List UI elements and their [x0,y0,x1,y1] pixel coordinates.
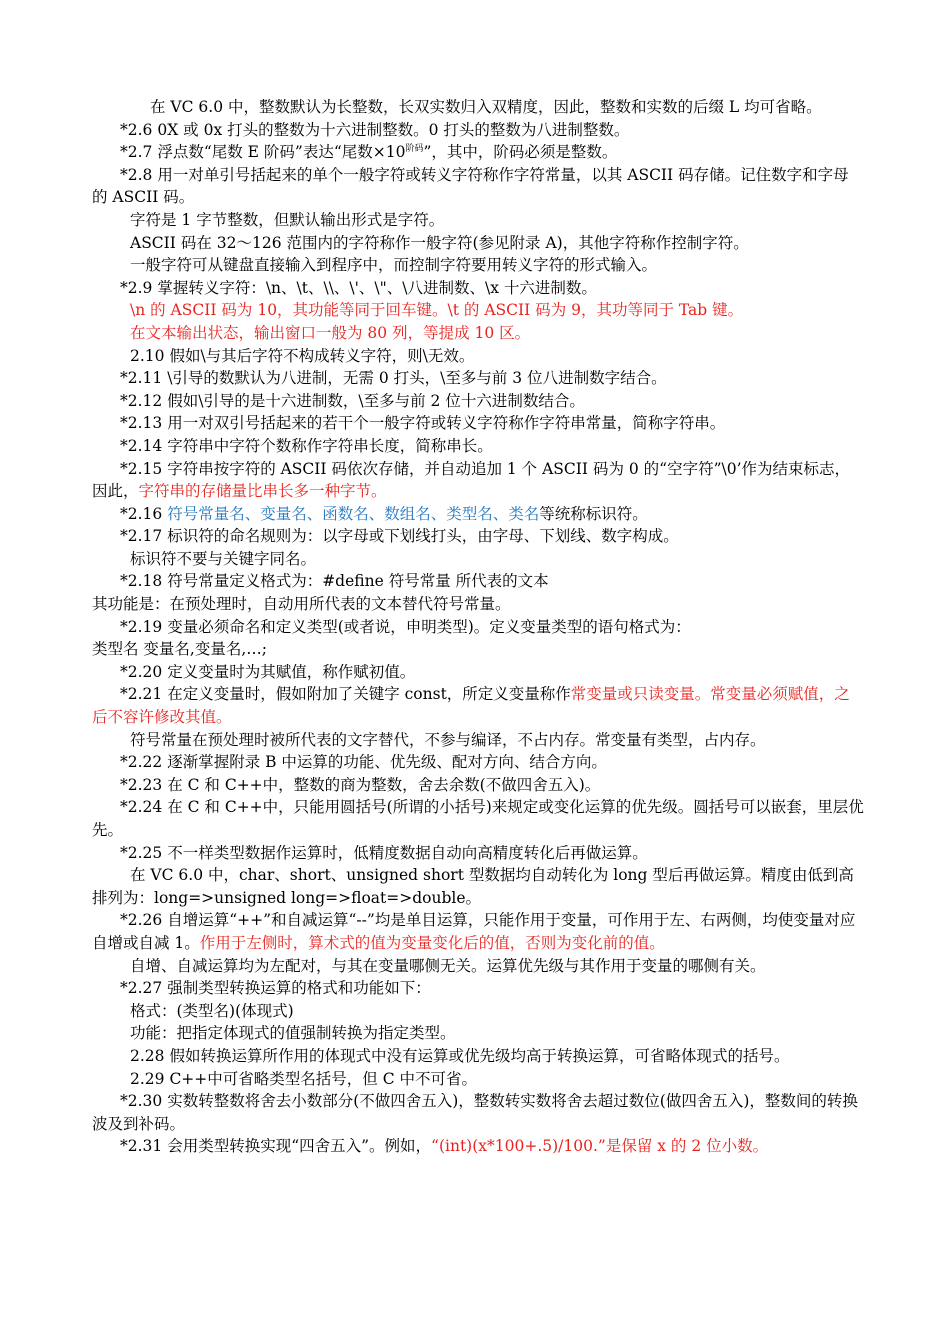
paragraph-2-27 [92,977,864,1000]
text: *2.16 [120,504,168,523]
highlight-text: 字符串的存储量比串长多一种字节。 [138,482,387,501]
text: \n 的 ASCII 码为 10，其功能等同于回车键。\t 的 ASCII 码为 9，其功等同于 Tab 键。 [130,301,744,320]
paragraph-2-7 [92,141,864,164]
paragraph-identifier-keyword [92,548,864,571]
paragraph-2-30 [92,1090,864,1135]
text: *2.18 符号常量定义格式为：#define 符号常量 所代表的文本 [120,572,549,591]
text: *2.27 强制类型转换运算的格式和功能如下： [120,979,431,998]
text: *2.23 在 C 和 C++中，整数的商为整数，舍去余数(不做四舍五入)。 [120,775,601,794]
text: *2.13 用一对双引号括起来的若干个一般字符或转义字符称作字符串常量，简称字符串。 [120,414,726,433]
text: *2.19 变量必须命名和定义类型(或者说，申明类型)。定义变量类型的语句格式为： [120,617,691,636]
text: 自增、自减运算均为左配对，与其在变量哪侧无关。运算优先级与其作用于变量的哪侧有关。 [130,956,766,975]
paragraph-increment-assoc [92,955,864,978]
paragraph-char-byte [92,209,864,232]
paragraph-2-19 [92,616,864,639]
paragraph-escape-note [92,299,864,322]
text: ”，其中，阶码必须是整数。 [423,143,618,162]
text: 功能：把指定体现式的值强制转换为指定类型。 [130,1024,456,1043]
paragraph-2-16 [92,503,864,526]
paragraph-ascii-range [92,232,864,255]
paragraph-2-6 [92,119,864,142]
paragraph-2-22 [92,751,864,774]
text: *2.30 实数转整数将舍去小数部分(不做四舍五入)，整数转实数将舍去超过数位(做四舍五入)，整数间的转换波及到补码。 [92,1092,858,1133]
text: *2.24 在 C 和 C++中，只能用圆括号(所谓的小括号)来规定或变化运算的优先级。圆括号可以嵌套，里层优先。 [92,798,864,839]
text: *2.17 标识符的命名规则为：以字母或下划线打头，由字母、下划线、数字构成。 [120,527,679,546]
text: *2.15 字符串按字符的 ASCII 码依次存储，并自动追加 1 个 ASCII 码为 0 的“空字符”\0’作为结束标志，因此， [92,459,851,501]
paragraph-2-10 [92,345,864,368]
text: 标识符不要与关键字同名。 [130,549,317,568]
paragraph-define-function [92,593,864,616]
paragraph-2-13 [92,412,864,435]
paragraph-2-21 [92,683,864,728]
text: 在文本输出状态，输出窗口一般为 80 列，等提成 10 区。 [130,323,531,342]
paragraph-2-11 [92,367,864,390]
text: *2.25 不一样类型数据作运算时，低精度数据自动向高精度转化后再做运算。 [120,843,648,862]
text: *2.12 假如\引导的是十六进制数，\至多与前 2 位十六进制数结合。 [120,391,585,410]
text: 其功能是：在预处理时，自动用所代表的文本替代符号常量。 [92,595,511,614]
paragraph-2-23 [92,774,864,797]
text: *2.14 字符串中字符个数称作字符串长度，简称串长。 [120,436,493,455]
text: *2.20 定义变量时为其赋值，称作赋初值。 [120,662,416,681]
paragraph-cast-format [92,1000,864,1023]
superscript-exponent: 阶码 [405,144,424,155]
text: 符号常量在预处理时被所代表的文字替代，不参与编译，不占内存。常变量有类型，占内存。 [130,730,766,749]
paragraph-const-vs-define [92,729,864,752]
paragraph-2-24 [92,796,864,841]
text: *2.6 0X 或 0x 打头的整数为十六进制整数。0 打头的整数为八进制整数。 [120,120,630,139]
paragraph-2-8 [92,164,864,209]
paragraph-2-25 [92,842,864,865]
paragraph-decl-syntax [92,638,864,661]
text: *2.31 会用类型转换实现“四舍五入”。例如， [120,1137,432,1156]
highlight-text: 符号常量名、变量名、函数名、数组名、类型名、类名 [167,504,540,523]
text: *2.26 自增运算“++”和自减运算“--”均是单目运算，只能作用于变量，可作用于左、右两侧，均使变量对应自增或自减 1。 [92,911,856,952]
text: *2.11 \引导的数默认为八进制，无需 0 打头，\至多与前 3 位八进制数字结合。 [120,369,667,388]
text: *2.9 掌握转义字符：\n、\t、\\、\'、\"、\八进制数、\x 十六进制数。 [120,278,597,297]
text: 2.10 假如\与其后字符不构成转义字符，则\无效。 [130,346,475,365]
paragraph-keyboard-input [92,254,864,277]
text: 在 VC 6.0 中，整数默认为长整数，长双实数归入双精度，因此，整数和实数的后缀 L 均可省略。 [150,98,822,116]
highlight-text: 常变量或只读变量。常变量必须赋值，之后不容许修改其值。 [92,685,850,727]
text: 字符是 1 字节整数，但默认输出形式是字符。 [130,210,445,229]
highlight-text: “(int)(x*100+.5)/100.”是保留 x 的 2 位小数。 [431,1137,769,1156]
paragraph-type-promotion [92,864,864,909]
highlight-text: 作用于左侧时，算术式的值为变量变化后的值，否则为变化前的值。 [199,933,665,952]
paragraph-2-12 [92,390,864,413]
text: 2.29 C++中可省略类型名括号，但 C 中不可省。 [130,1069,477,1088]
text: 格式：(类型名)(体现式) [130,1001,294,1020]
text: 类型名 变量名,变量名,…; [92,640,268,659]
document-page [92,96,864,1158]
text: *2.22 逐渐掌握附录 B 中运算的功能、优先级、配对方向、结合方向。 [120,753,607,772]
text: ASCII 码在 32～126 范围内的字符称作一般字符(参见附录 A)，其他字符称作控制字符。 [130,233,749,252]
paragraph-vc6-defaults [92,96,864,119]
text: 在 VC 6.0 中，char、short、unsigned short 型数据均自动转化为 long 型后再做运算。精度由低到高排列为：long=>unsigned long=>float=>double。 [92,866,854,907]
paragraph-2-15 [92,458,864,503]
paragraph-2-20 [92,661,864,684]
text: *2.7 浮点数“尾数 E 阶码”表达“尾数×10 [120,143,406,162]
paragraph-2-9 [92,277,864,300]
paragraph-2-28 [92,1045,864,1068]
paragraph-2-17 [92,525,864,548]
paragraph-output-window-note [92,322,864,345]
paragraph-2-18 [92,570,864,593]
text: 2.28 假如转换运算所作用的体现式中没有运算或优先级均高于转换运算，可省略体现式的括号。 [130,1046,790,1065]
paragraph-2-14 [92,435,864,458]
text: *2.21 在定义变量时，假如附加了关键字 const，所定义变量称作 [120,685,571,704]
paragraph-2-26 [92,909,864,954]
text: 一般字符可从键盘直接输入到程序中，而控制字符要用转义字符的形式输入。 [130,256,658,275]
paragraph-2-31 [92,1135,864,1158]
text: *2.8 用一对单引号括起来的单个一般字符或转义字符称作字符常量，以其 ASCII 码存储。记住数字和字母的 ASCII 码。 [92,165,849,207]
text: 等统称标识符。 [539,504,648,523]
paragraph-cast-function [92,1022,864,1045]
paragraph-2-29 [92,1068,864,1091]
